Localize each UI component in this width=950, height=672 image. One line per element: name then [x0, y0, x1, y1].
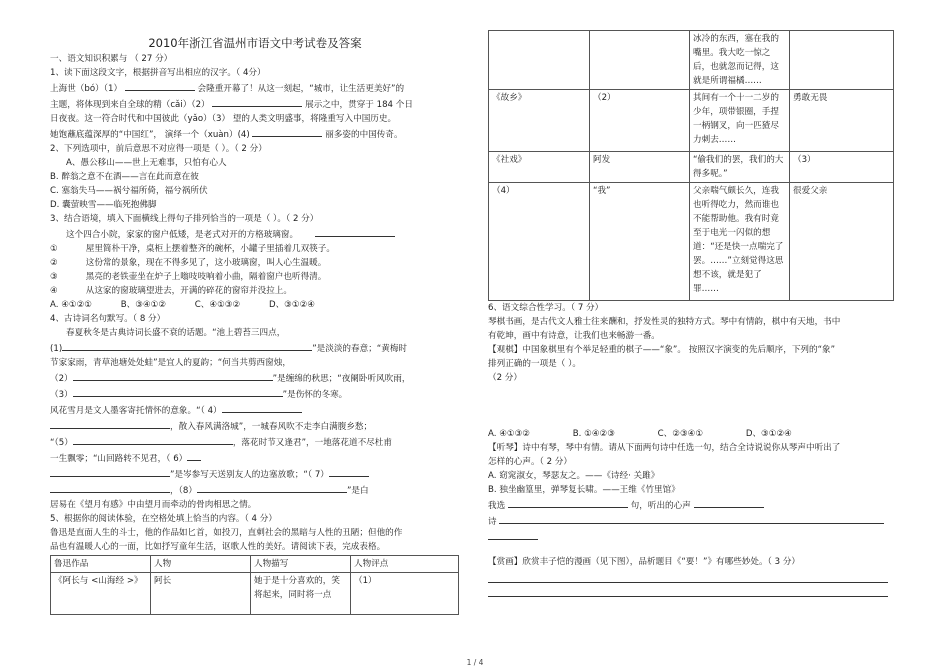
q4-intro: 春夏秋冬是古典诗词长盛不衰的话题。“池上碧苔三四点，: [66, 328, 286, 338]
left-column: [50, 36, 460, 615]
q3-context: [50, 226, 460, 242]
q4-text: ”是岑参写天送别友人的边塞放歌；“（ 7）: [170, 470, 329, 480]
answer-blank[interactable]: [187, 450, 201, 461]
item-number: ①: [50, 244, 58, 254]
answer-blank[interactable]: [73, 370, 273, 381]
q6-painting: 【赏画】欣赏丰子恺的漫画（见下图），品析题目《“要！”》有哪些妙处。（ 3 分）: [488, 557, 801, 567]
q2-option-b: B. 醉翁之意不在酒——言在此而意在彼: [50, 172, 199, 182]
q5-intro: 鲁迅是直面人生的斗士，他的作品如匕首，如投刀，直刺社会的黑暗与人性的丑陋；但他的作: [50, 528, 403, 538]
q4-line: [50, 434, 460, 450]
answer-blank[interactable]: [50, 482, 170, 493]
table-cell: [790, 31, 894, 90]
q6-choice-line: [488, 497, 893, 513]
q1-line-4: [50, 126, 460, 142]
question-3: 3、结合语境，填入下面横线上得句子排列恰当的一项是（ ）。（ 2 分）: [50, 214, 319, 224]
table-cell[interactable]: （4）: [489, 183, 590, 301]
answer-blank[interactable]: [50, 466, 170, 477]
q1-text: 会隆重开幕了！从这一刻起，“城市，让生活更美好”的: [197, 84, 405, 94]
table-cell: 《社戏》: [489, 152, 590, 183]
table-cell: 勇敢无畏: [790, 90, 894, 152]
luxun-table: [50, 555, 459, 615]
table-row: [489, 152, 894, 183]
answer-blank[interactable]: [694, 497, 764, 508]
page-number: 1 / 4: [466, 658, 484, 667]
right-column: [488, 30, 893, 597]
q4-line: [50, 418, 460, 434]
page-title: 2010年浙江省温州市语文中考试卷及答案: [148, 36, 362, 50]
q2-option-a: A、愚公移山——世上无难事，只怕有心人: [66, 158, 227, 168]
table-header: 人物评点: [351, 556, 459, 573]
q3-option-b: B、③④①②: [120, 300, 167, 310]
question-2: 2、下列选项中，前后意思不对应得一项是（ ）。（ 2 分）: [50, 144, 267, 154]
table-cell: 冰冷的东西，塞在我的嘴里。我大吃一惊之后，也就忽而记得，这就是所谓福橘……: [690, 31, 790, 90]
q3-item: [50, 242, 460, 256]
table-header: 人物: [151, 556, 251, 573]
q1-text: 主题，将体现到来自全球的精（cǎi）（2）: [50, 100, 210, 110]
table-row: [489, 31, 894, 90]
q3-option-c: C、④①③②: [194, 300, 241, 310]
answer-blank[interactable]: [125, 80, 195, 91]
q6-answer-line: [488, 529, 893, 545]
q1-text: 丽多姿的中国传奇。: [325, 130, 403, 140]
answer-line[interactable]: [488, 595, 888, 597]
q3-context-text: 这个四合小院，家家的窗户低矮，是老式对开的方格玻璃窗。: [66, 230, 299, 240]
q4-text: 风花雪月是文人墨客寄托情怀的意象。“（ 4）: [50, 406, 222, 416]
blank-number: “（5）: [50, 438, 73, 448]
item-number: ④: [50, 286, 58, 296]
table-cell: 她于是十分喜欢的，笑将起来，同时将一点: [251, 573, 351, 615]
q1-line-3: 日夜夜。这一符合时代和中国彼此（yǎo）（3） 望的人类文明盛事，将隆重写入中国历史。: [50, 114, 397, 124]
item-text: 黑亮的老铁壶坐在炉子上嗡吱吱响着小曲，隔着窗户也听得清。: [85, 272, 327, 282]
q6-option-c: C、②③④①: [657, 429, 704, 439]
q6-chess: 排列正确的一项是（ ）。: [488, 359, 581, 369]
answer-blank[interactable]: [197, 482, 347, 493]
q1-text: 她饱蘸底蕴深厚的“中国红”， 演绎一个（xuàn）(4): [50, 130, 250, 140]
q6-option-b: B. ①④②③: [572, 429, 615, 439]
q6-text: 诗: [488, 517, 497, 527]
answer-blank[interactable]: [488, 529, 538, 540]
table-cell[interactable]: （1）: [351, 573, 459, 615]
table-cell: 《阿长与 <山海经 >》: [51, 573, 151, 615]
item-text: 从这家的窗玻璃望进去，开满的碎花的窗帘并没拉上。: [85, 286, 292, 296]
blank-number: ，（8）: [170, 486, 197, 496]
q6-text: 我选: [488, 501, 506, 511]
q4-line: [50, 450, 460, 466]
answer-blank[interactable]: [222, 402, 302, 413]
q6-intro: 有乾坤，画中有诗意，让我们也来畅游一番。: [488, 331, 660, 341]
q4-line: [50, 402, 460, 418]
luxun-table-continued: [488, 30, 894, 301]
q3-item: [50, 284, 460, 298]
table-row: [489, 90, 894, 152]
q1-line-1: [50, 80, 460, 96]
q4-text: ”是缠绵的秋思；“夜阑卧听风吹雨，: [272, 374, 411, 384]
q6-chess-score: （2 分）: [488, 373, 522, 383]
q6-music: 怎样的心声。（ 2 分）: [488, 457, 572, 467]
answer-line[interactable]: [488, 581, 888, 583]
q4-text: ”是白: [346, 486, 369, 496]
question-1: 1、读下面这段文字，根据拼音写出相应的汉字。（ 4分）: [50, 68, 266, 78]
table-cell: [590, 31, 690, 90]
section-heading: 一、语文知识积累与 （ 27 分）: [50, 54, 173, 64]
blank-number: （2）: [50, 374, 73, 384]
answer-blank[interactable]: [73, 434, 233, 445]
item-text: 这份常的景象，现在不得多见了，这小玻璃窗，叫人心生温暖。: [85, 258, 327, 268]
q6-poem-b: B. 独坐幽篁里，弹琴复长啸。——王维《竹里馆》: [488, 485, 680, 495]
q6-text: 句，听出的心声: [630, 501, 691, 511]
q6-music: 【听琴】诗中有琴，琴中有情。请从下面两句诗中任选一句，结合全诗说说你从琴声中听出了: [488, 443, 841, 453]
q6-poem-a: A. 窈窕淑女，琴瑟友之。——《诗经· 关雎》: [488, 471, 660, 481]
answer-blank[interactable]: [62, 340, 312, 351]
q6-option-d: D、③①②④: [745, 429, 792, 439]
blank-number: (1): [50, 344, 63, 354]
answer-blank[interactable]: [212, 96, 302, 107]
item-number: ③: [50, 272, 58, 282]
table-cell: 很爱父亲: [790, 183, 894, 301]
answer-blank[interactable]: [73, 386, 283, 397]
q2-option-c: C. 塞翁失马——祸兮福所倚，福兮祸所伏: [50, 186, 208, 196]
table-cell: 阿发: [590, 152, 690, 183]
table-cell[interactable]: （2）: [590, 90, 690, 152]
q3-item: [50, 270, 460, 284]
q4-text: ”是伤怀的冬寒。: [282, 390, 348, 400]
item-text: 屋里简朴干净，桌柜上摆着整齐的碗杯，小罐子里插着几双筷子。: [85, 244, 335, 254]
q4-text: ”是淡淡的春意；“黄梅时: [312, 344, 408, 354]
q6-intro: 琴棋书画，是古代文人雅士往来酬和，抒发性灵的独特方式。琴中有情韵，棋中有天地，书中: [488, 317, 841, 327]
q1-text: 展示之中，贯穿于 184 个日: [305, 100, 413, 110]
table-header-row: [51, 556, 459, 573]
q3-item: [50, 256, 460, 270]
q6-option-a: A. ④①③②: [488, 429, 531, 439]
q4-text: ，散入春风满洛城”，一城春风吹不走李白满腹乡愁；: [170, 422, 373, 432]
question-5: 5、根据你的阅读体验，在空格处填上恰当的内容。（ 4 分）: [50, 514, 277, 524]
q6-options: [488, 427, 893, 441]
item-number: ②: [50, 258, 58, 268]
q5-intro: 品也有温暖人心的一面，比如抒写童年生活，讴歌人性的美好。请阅读下表，完成表格。: [50, 542, 386, 552]
question-6: 6、语文综合性学习。（ 7 分）: [488, 303, 604, 313]
table-cell: 阿长: [151, 573, 251, 615]
q3-option-a: A. ④①②①: [50, 300, 93, 310]
glyph-image-area: [488, 385, 893, 427]
q3-options: [50, 298, 460, 312]
q1-line-2: [50, 96, 460, 112]
q4-text: ，落花时节又逢君”，一地落花道不尽杜甫: [232, 438, 392, 448]
table-cell: 父亲喘气颇长久，连我也听得吃力，然而谁也不能帮助他。我有时竟至于电光一闪似的想道：“还是快一点喘完了罢。……”立刻觉得这思想不该，就是犯了罪……: [690, 183, 790, 301]
table-cell: 其间有一个十一二岁的少年，项带银圈，手捏一柄钢叉，向一匹猹尽力刺去……: [690, 90, 790, 152]
q3-option-d: D、③①②④: [268, 300, 315, 310]
blank-number: （3）: [50, 390, 73, 400]
q4-text: 一生飘零；“山回路转不见君，（ 6）: [50, 454, 188, 464]
answer-blank[interactable]: [329, 466, 369, 477]
table-header: 人物描写: [251, 556, 351, 573]
answer-blank[interactable]: [499, 513, 884, 524]
q2-option-d: D. 囊萤映雪——临死抱佛脚: [50, 200, 157, 210]
table-row: [489, 183, 894, 301]
answer-blank[interactable]: [315, 226, 395, 237]
q4-line: [50, 340, 460, 356]
q4-line: [50, 482, 460, 498]
table-row: [51, 573, 459, 615]
q4-line: 节家家雨，青草池塘处处蛙”是宜人的夏韵；“何当共剪西窗烛，: [50, 358, 291, 368]
answer-blank[interactable]: [508, 497, 628, 508]
table-cell: “我”: [590, 183, 690, 301]
q6-chess: 【观棋】中国象棋里有个举足轻重的棋子——“象”。 按照汉字演变的先后顺序，下列的“象”: [488, 345, 836, 355]
table-cell: “偷我们的罢，我们的大得多呢。”: [690, 152, 790, 183]
table-cell[interactable]: （3）: [790, 152, 894, 183]
q1-text: 上海世（bó）（1）: [50, 84, 123, 94]
table-header: 鲁迅作品: [51, 556, 151, 573]
answer-blank[interactable]: [50, 418, 170, 429]
table-cell: 《故乡》: [489, 90, 590, 152]
question-4: 4、古诗词名句默写。（ 8 分）: [50, 314, 166, 324]
table-cell: [489, 31, 590, 90]
q4-line: [50, 370, 460, 386]
q4-line: [50, 466, 460, 482]
q4-line: 居易在《望月有感》中由望月而牵动的骨肉相思之情。: [50, 500, 257, 510]
q6-poem-line: [488, 513, 893, 529]
answer-blank[interactable]: [252, 126, 322, 137]
q4-line: [50, 386, 460, 402]
